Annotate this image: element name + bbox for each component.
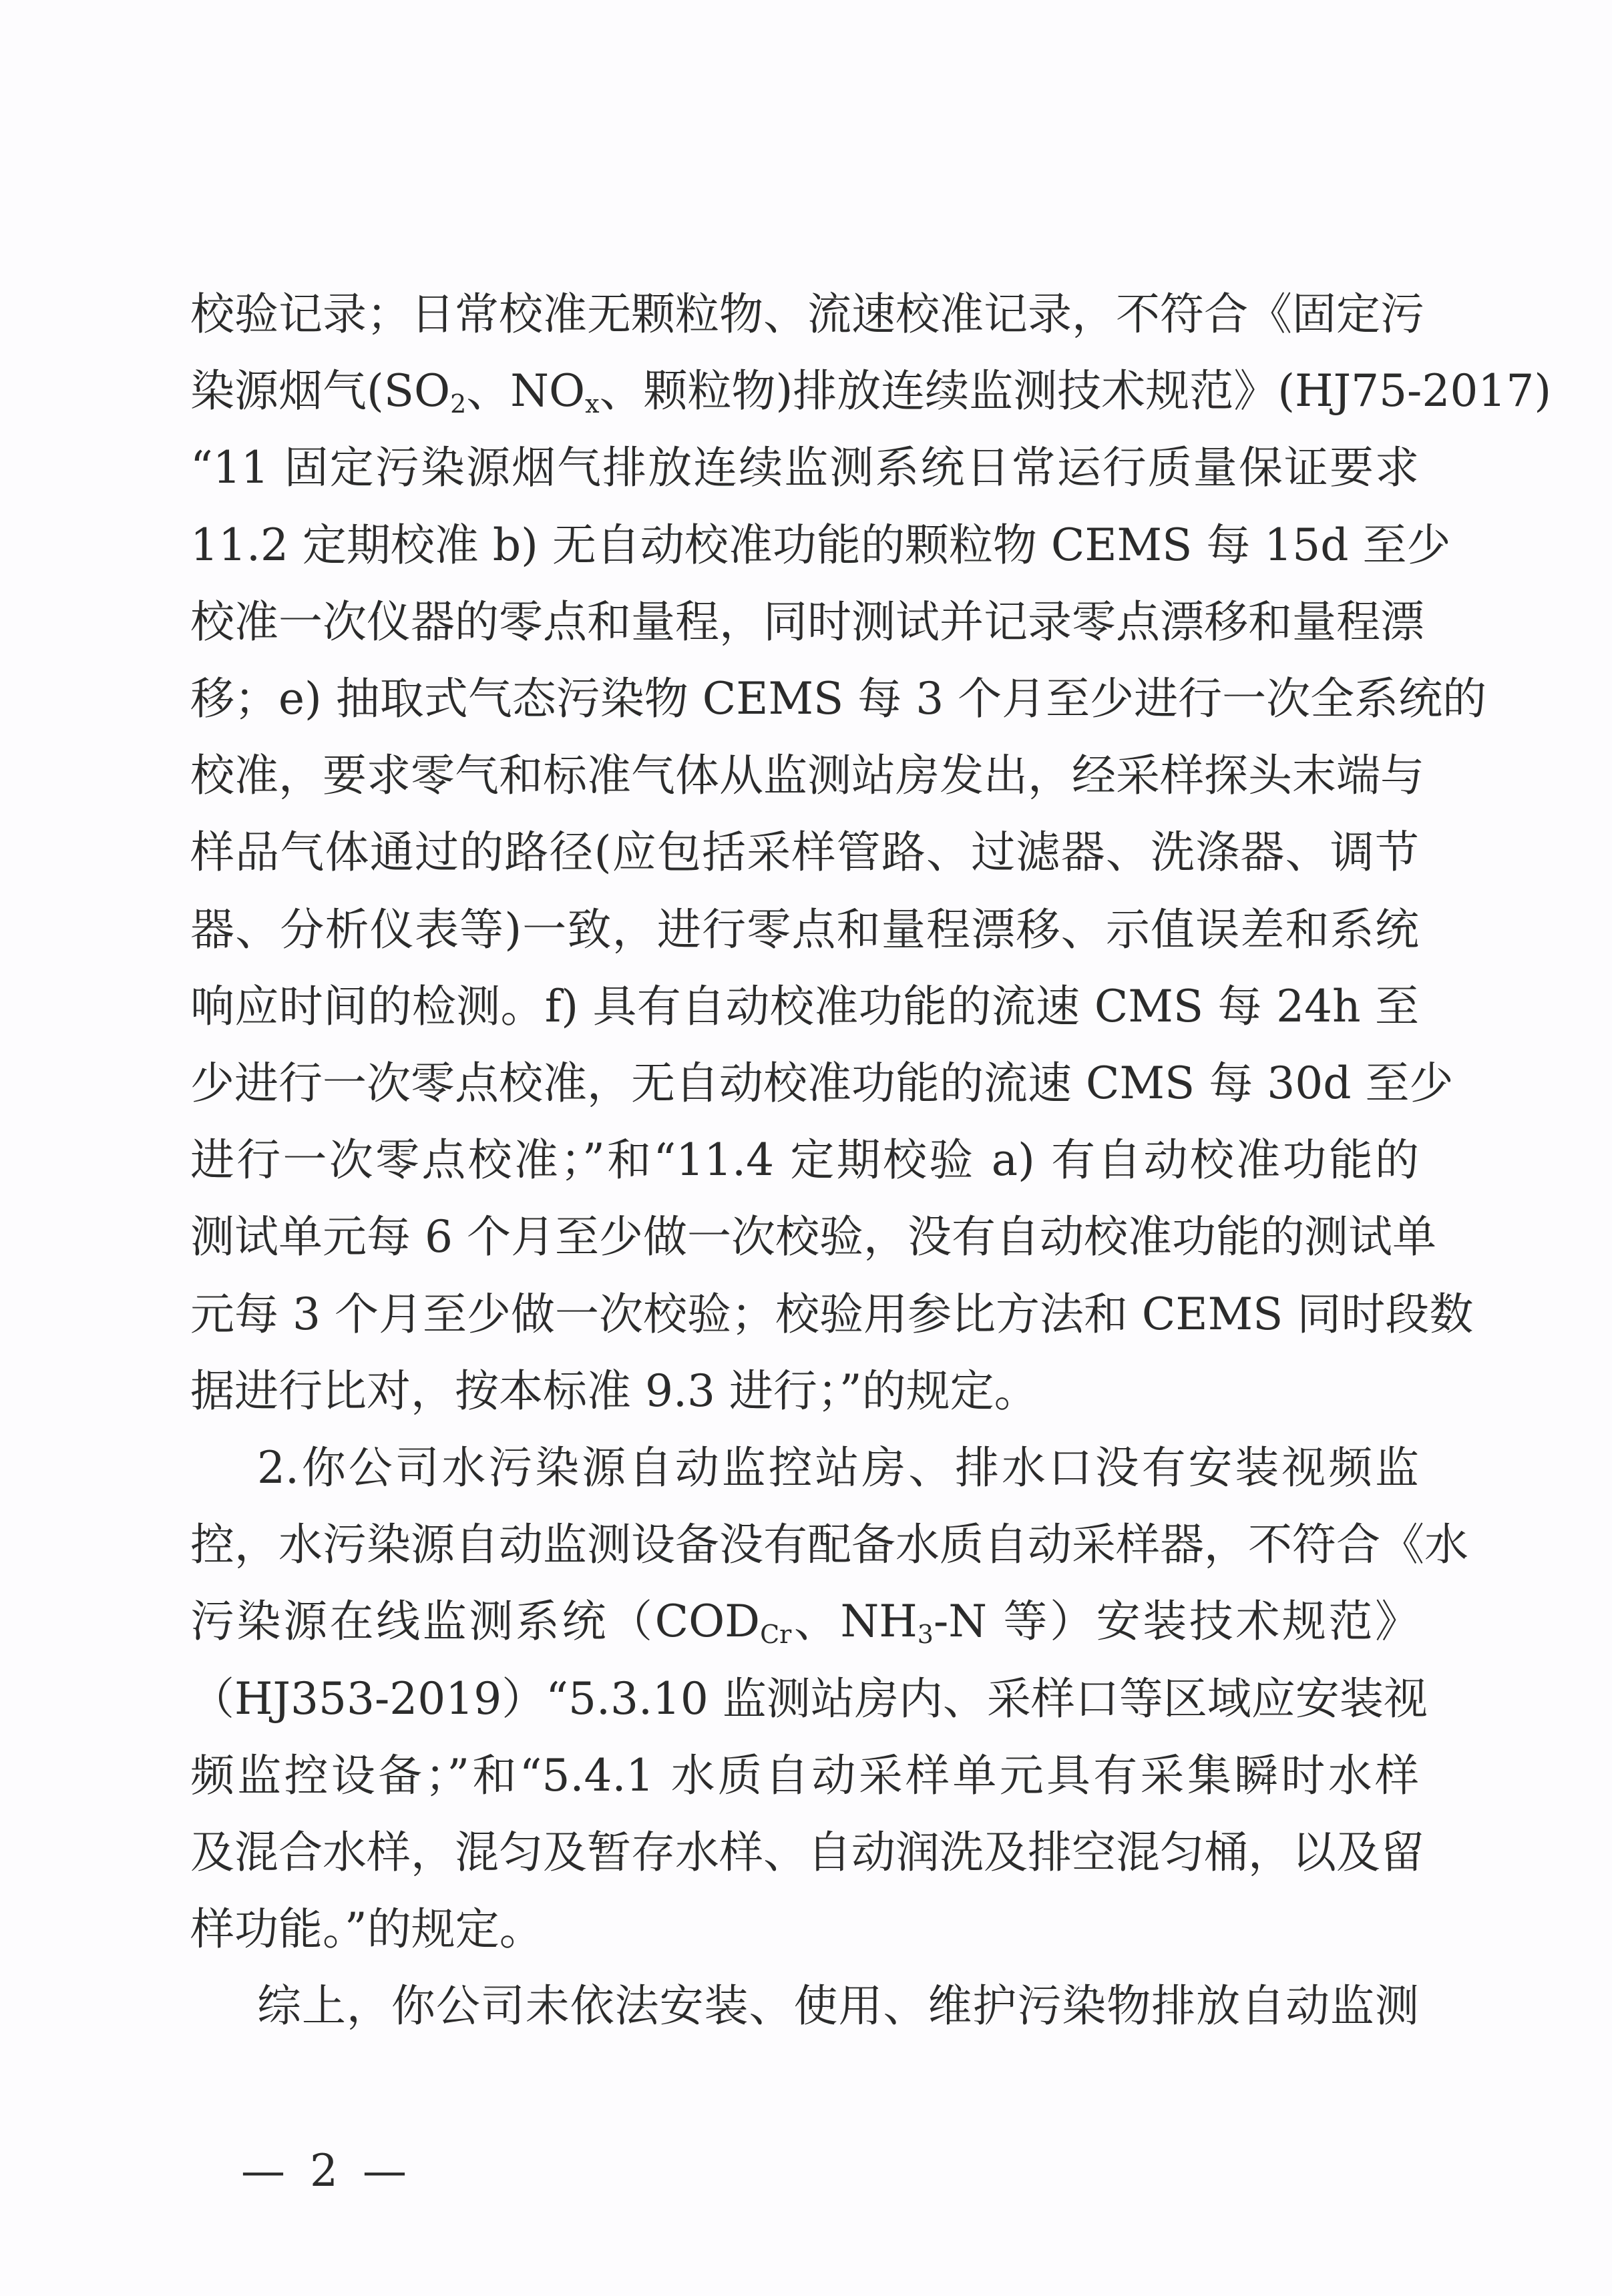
text-line: [257, 1980, 1419, 2033]
text-segment: 器、分析仪表等)一致，进行零点和量程漂移、示值误差和系统: [190, 903, 1419, 955]
page-number: — 2 —: [241, 2145, 412, 2197]
subscript: 3: [917, 1620, 934, 1650]
text-line: [257, 1441, 1419, 1495]
text-line: [190, 441, 1419, 495]
text-segment: 样品气体通过的路径(应包括采样管路、过滤器、洗涤器、调节: [190, 827, 1419, 879]
text-segment: 11.2 定期校准 b) 无自动校准功能的颗粒物 CEMS 每 15d 至少: [190, 519, 1451, 571]
text-segment: 污染源在线监测系统（COD: [190, 1596, 761, 1648]
text-segment: 频监控设备；”和“5.4.1 水质自动采样单元具有采集瞬时水样: [190, 1749, 1419, 1801]
text-line: [190, 980, 1419, 1034]
text-line: [190, 1749, 1419, 1803]
text-segment: 少进行一次零点校准，无自动校准功能的流速 CMS 每 30d 至少: [190, 1058, 1454, 1109]
text-line: [190, 749, 1424, 802]
text-segment: 响应时间的检测。f) 具有自动校准功能的流速 CMS 每 24h 至: [190, 980, 1419, 1032]
text-line: [190, 1672, 1428, 1726]
text-segment: 综上，你公司未依法安装、使用、维护污染物排放自动监测: [257, 1980, 1419, 2032]
text-segment: 样功能。”的规定。: [190, 1903, 544, 1956]
subscript: Cr: [760, 1620, 792, 1650]
text-segment: 染源烟气(SO: [190, 365, 451, 417]
text-line: [190, 1057, 1454, 1110]
text-segment: 校准，要求零气和标准气体从监测站房发出，经采样探头末端与: [190, 750, 1424, 802]
text-segment: 及混合水样，混匀及暂存水样、自动润洗及排空混匀桶，以及留: [190, 1827, 1424, 1878]
text-line: [190, 826, 1419, 879]
text-segment: 控，水污染源自动监测设备没有配备水质自动采样器，不符合《水: [190, 1519, 1468, 1571]
text-segment: 2.你公司水污染源自动监控站房、排水口没有安装视频监: [257, 1442, 1419, 1494]
text-segment: -N 等）安装技术规范》: [933, 1596, 1419, 1648]
text-line: [190, 288, 1424, 341]
text-segment: （HJ353-2019）“5.3.10 监测站房内、采样口等区域应安装视: [190, 1672, 1428, 1725]
text-line: [190, 1903, 1419, 1956]
text-segment: 元每 3 个月至少做一次校验；校验用参比方法和 CEMS 同时段数: [190, 1288, 1474, 1340]
text-line: [190, 519, 1451, 572]
text-line: [190, 903, 1419, 957]
text-segment: “11 固定污染源烟气排放连续监测系统日常运行质量保证要求: [190, 442, 1419, 494]
text-segment: 测试单元每 6 个月至少做一次校验，没有自动校准功能的测试单: [190, 1211, 1436, 1263]
subscript: 2: [450, 389, 467, 419]
text-segment: 进行一次零点校准；”和“11.4 定期校验 a) 有自动校准功能的: [190, 1134, 1419, 1186]
text-line: [190, 1826, 1424, 1879]
text-segment: 校验记录；日常校准无颗粒物、流速校准记录，不符合《固定污: [190, 288, 1424, 340]
text-segment: 据进行比对，按本标准 9.3 进行；”的规定。: [190, 1365, 1038, 1417]
subscript: x: [585, 389, 600, 419]
text-segment: 移；e) 抽取式气态污染物 CEMS 每 3 个月至少进行一次全系统的: [190, 673, 1487, 724]
text-segment: 、颗粒物)排放连续监测技术规范》(HJ75-2017): [599, 365, 1552, 417]
text-line: [190, 1365, 1419, 1418]
text-line: [190, 1134, 1419, 1187]
text-segment: 、NO: [466, 365, 586, 417]
text-line: [190, 672, 1487, 726]
text-line: [190, 1518, 1468, 1572]
text-segment: 校准一次仪器的零点和量程，同时测试并记录零点漂移和量程漂: [190, 596, 1424, 648]
text-line: [190, 1595, 1419, 1648]
text-line: [190, 1288, 1474, 1341]
text-line: [190, 365, 1552, 419]
text-segment: 、NH: [791, 1596, 918, 1648]
text-line: [190, 1210, 1436, 1264]
text-line: [190, 596, 1424, 649]
